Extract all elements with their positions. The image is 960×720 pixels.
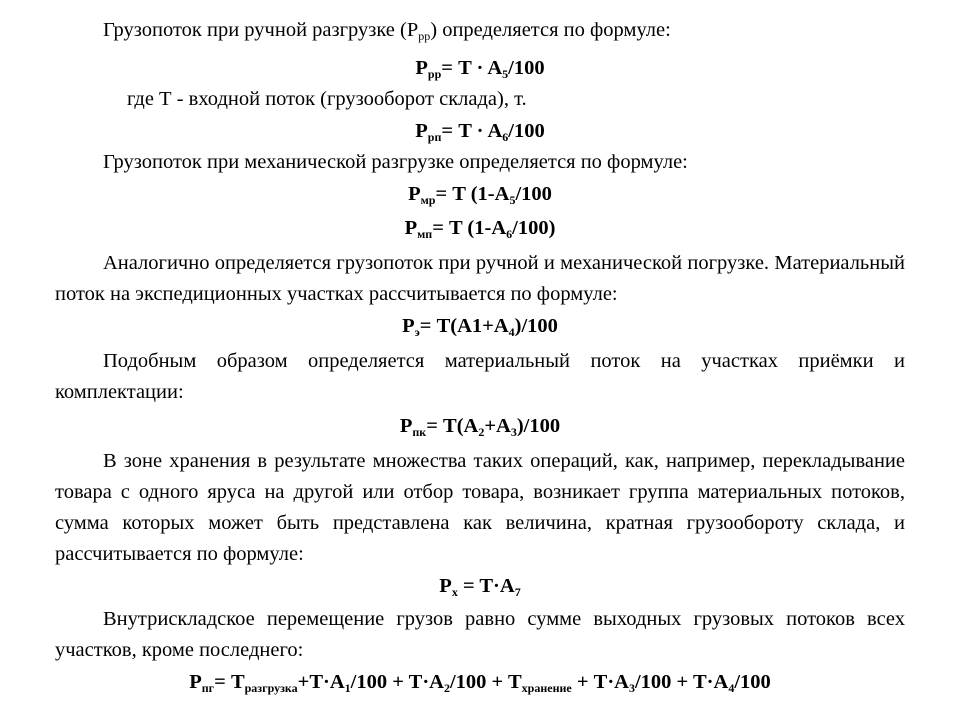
formula-symbol: P xyxy=(399,415,413,437)
paragraph-text: Грузопоток при ручной разгрузке (P xyxy=(103,19,419,41)
formula-text: /100 + T·A xyxy=(350,671,444,693)
formula-pmp xyxy=(55,212,905,244)
formula-text: /100 xyxy=(734,671,771,693)
formula-subscript: 6 xyxy=(502,130,509,144)
formula-ppk xyxy=(55,410,905,442)
formula-text: +A xyxy=(484,415,511,437)
formula-prr xyxy=(55,52,905,84)
formula-subscript: хранение xyxy=(521,681,572,695)
formula-symbol: P xyxy=(402,315,415,337)
formula-subscript: мп xyxy=(417,227,433,241)
paragraph-manual-unloading xyxy=(55,15,905,46)
formula-subscript: 2 xyxy=(443,681,450,695)
formula-ppg xyxy=(55,666,905,698)
formula-text: /100 + T xyxy=(449,671,522,693)
formula-subscript: x xyxy=(451,585,458,599)
formula-subscript: 4 xyxy=(508,325,515,339)
paragraph-storage: В зоне хранения в результате множества таких операций, как, например, перекладывание товара с одного яруса на другой или отбор товара, возникает группа материальных потоков, сумма которых может быть представлена как величина, кратная грузообороту склада, и рассчитывается по формуле: xyxy=(55,450,905,565)
formula-subscript: 5 xyxy=(502,67,509,81)
paragraph-mechanical-unloading: Грузопоток при механической разгрузке определяется по формуле: xyxy=(103,151,688,173)
formula-pe xyxy=(55,310,905,342)
formula-text: )/100 xyxy=(516,415,561,437)
formula-subscript: пк xyxy=(412,425,427,439)
formula-symbol: P xyxy=(415,57,428,79)
formula-symbol: P xyxy=(189,671,202,693)
formula-text: + T·A xyxy=(571,671,629,693)
formula-subscript: 4 xyxy=(728,681,735,695)
formula-text: /100 xyxy=(508,120,545,142)
formula-subscript: э xyxy=(414,325,420,339)
formula-text: )/100 xyxy=(514,315,558,337)
formula-text: = T (1-A xyxy=(432,217,507,239)
document-page xyxy=(55,15,905,698)
formula-subscript: 2 xyxy=(478,425,485,439)
formula-text: = T(A1+A xyxy=(419,315,509,337)
formula-text: /100) xyxy=(512,217,556,239)
formula-subscript: рр xyxy=(427,67,442,81)
formula-text: = T (1-A xyxy=(435,183,510,205)
formula-subscript: 6 xyxy=(506,227,513,241)
formula-text: = T · A xyxy=(441,57,503,79)
formula-subscript: 3 xyxy=(628,681,635,695)
formula-symbol: P xyxy=(439,575,452,597)
formula-px xyxy=(55,570,905,602)
formula-text: = T(A xyxy=(426,415,479,437)
formula-text: /100 xyxy=(515,183,552,205)
formula-subscript: пг xyxy=(201,681,215,695)
formula-text: = T·A xyxy=(457,575,515,597)
paragraph-internal-movement: Внутрискладское перемещение грузов равно сумме выходных грузовых потоков всех участков, кроме последнего: xyxy=(55,608,905,661)
formula-subscript: рп xyxy=(427,130,442,144)
formula-text: +T·A xyxy=(297,671,345,693)
formula-text: = T xyxy=(214,671,245,693)
formula-subscript: разгрузка xyxy=(244,681,298,695)
formula-pmr xyxy=(55,178,905,210)
formula-subscript: 7 xyxy=(514,585,521,599)
where-clause: где Т - входной поток (грузооборот склада), т. xyxy=(127,88,527,110)
formula-symbol: P xyxy=(408,183,421,205)
formula-symbol: P xyxy=(404,217,418,239)
formula-text: /100 xyxy=(508,57,545,79)
paragraph-acceptance: Подобным образом определяется материальный поток на участках приёмки и комплектации: xyxy=(55,350,905,403)
formula-subscript: 5 xyxy=(509,193,516,207)
paragraph-text: ) определяется по формуле: xyxy=(430,19,671,41)
formula-symbol: P xyxy=(415,120,428,142)
subscript: рр xyxy=(418,29,431,43)
formula-prp xyxy=(55,115,905,147)
paragraph-loading: Аналогично определяется грузопоток при ручной и механической погрузке. Материальный поток на экспедиционных участках рассчитывается по формуле: xyxy=(55,252,905,305)
formula-subscript: мр xyxy=(420,193,436,207)
formula-text: /100 + T·A xyxy=(634,671,729,693)
formula-subscript: 3 xyxy=(510,425,517,439)
formula-text: = T · A xyxy=(441,120,503,142)
formula-subscript: 1 xyxy=(344,681,351,695)
